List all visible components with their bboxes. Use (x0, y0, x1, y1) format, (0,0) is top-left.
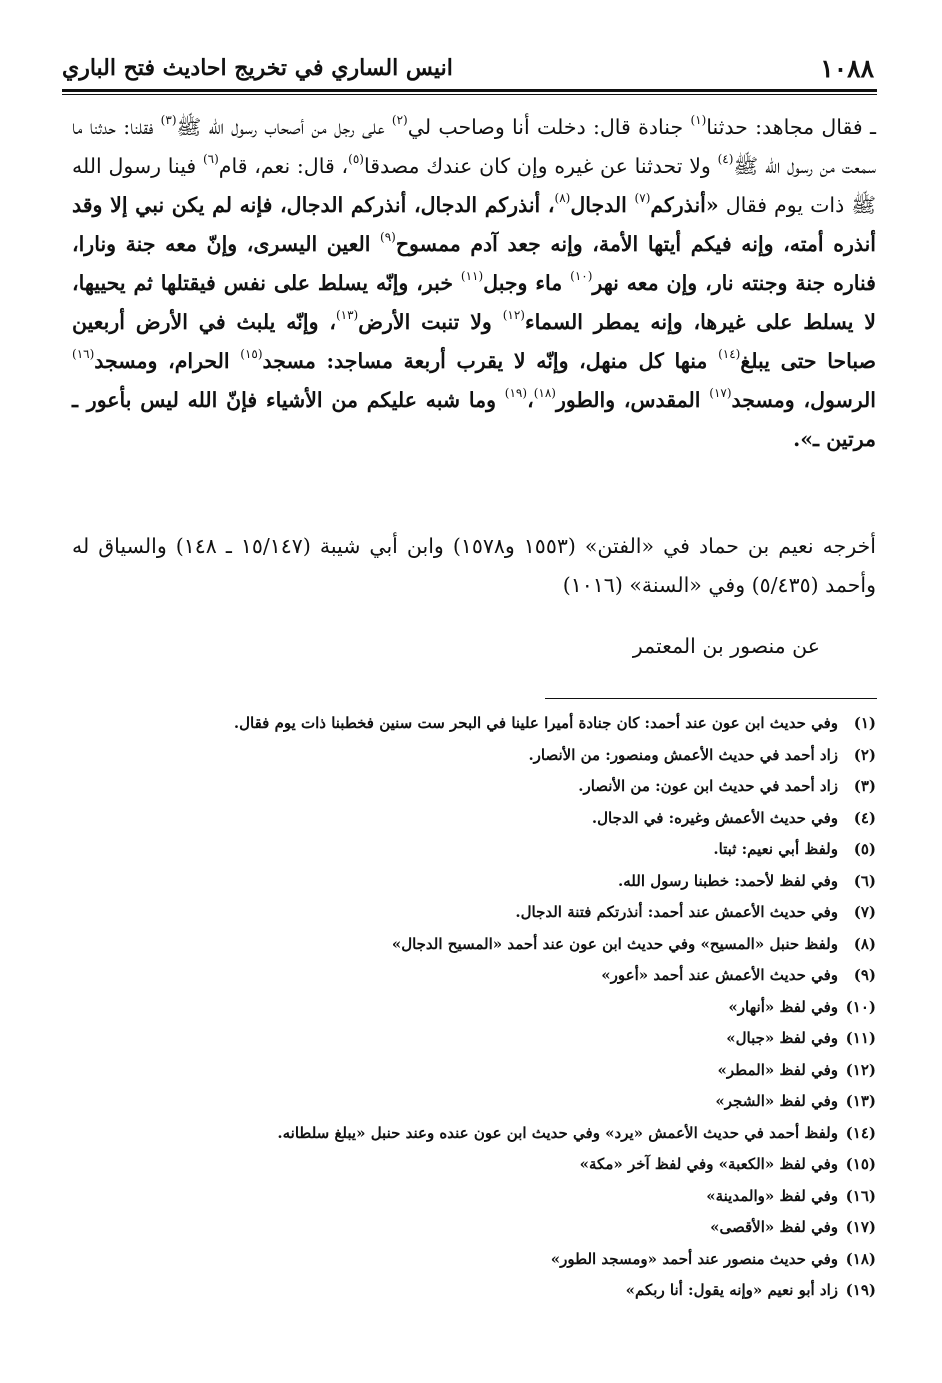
text-segment: فينا رسول الله ﷺ ذات يوم فقال (72, 154, 877, 217)
footnote-item (100, 771, 876, 803)
hadith-quote: الحرام، ومسجد (94, 349, 241, 373)
footnote-text: وفي لفظ «المطر» (717, 1060, 838, 1079)
footnote-item (100, 929, 876, 961)
footnote-text: وفي لفظ «الكعبة» وفي لفظ آخر «مكة» (579, 1155, 838, 1173)
text-segment: ـ فقال مجاهد: حدثنا (706, 115, 876, 139)
footnote-ref: (١٤) (718, 347, 741, 361)
footnote-ref: (١٣) (335, 308, 359, 322)
footnote-text: زاد أبو نعيم «وإنه يقول: أنا ربكم» (625, 1281, 838, 1299)
text-segment: جنادة قال: دخلت أنا وصاحب لي (407, 115, 691, 139)
footnote-number: (١٩) (845, 1281, 876, 1299)
footnote-text: وفي لفظ لأحمد: خطبنا رسول الله. (618, 871, 838, 890)
footnote-ref: (٢) (391, 113, 408, 127)
footnote-ref: (١٥) (240, 347, 263, 361)
footnote-number: (٢) (853, 745, 876, 764)
hadith-quote: العين اليسرى، وإنّ معه جنة ونارا، فناره جنة وجنته نار، وإن معه نهر (72, 232, 876, 295)
footnote-text: ولفظ حنبل «المسيح» وفي حديث ابن عون عند أحمد «المسيح الدجال» (391, 934, 838, 953)
footnote-number: (١٣) (845, 1092, 876, 1110)
text-segment: ، قال: نعم، قام (218, 154, 349, 178)
page-header (62, 50, 874, 86)
header-rule-thin (62, 94, 877, 95)
footnote-item (100, 1212, 876, 1244)
footnote-ref: (١٢) (502, 308, 525, 322)
footnote-ref: (١٩) (504, 386, 528, 400)
footnote-text: وفي لفظ «الأقصى» (710, 1218, 838, 1236)
footnote-number: (٩) (853, 966, 876, 984)
footnote-number: (١٠) (845, 997, 876, 1016)
hadith-text (72, 108, 876, 459)
footnote-ref: (١٧) (709, 386, 732, 400)
header-rule (62, 89, 877, 92)
hadith-quote: وما شبه عليكم من الأشياء فإنّ الله ليس بأعور ـ مرتين ـ». (72, 388, 876, 451)
footnote-number: (١) (853, 714, 876, 732)
footnote-item (100, 1023, 876, 1055)
footnote-item (100, 708, 876, 740)
footnote-text: زاد أحمد في حديث ابن عون: من الأنصار. (578, 777, 838, 795)
footnote-number: (١٦) (845, 1186, 876, 1205)
footnote-item (100, 1181, 876, 1213)
footnote-number: (٨) (853, 934, 876, 953)
page-number: ١٠٨٨ (820, 53, 874, 83)
footnote-item (100, 897, 876, 929)
footnote-ref: (٧) (634, 191, 651, 205)
footnote-item (100, 992, 876, 1024)
footnote-number: (١٥) (845, 1155, 876, 1173)
footnote-number: (٦) (853, 871, 876, 890)
footnote-text: وفي حديث الأعمش عند أحمد «أعور» (601, 966, 838, 984)
hadith-quote: المقدس، والطور (555, 388, 710, 412)
footnote-ref: (٥) (348, 152, 364, 166)
footnote-text: زاد أحمد في حديث الأعمش ومنصور: من الأنصار. (528, 745, 838, 764)
footnote-text: وفي حديث الأعمش عند أحمد: أنذرتكم فتنة الدجال. (515, 903, 838, 921)
footnote-number: (٣) (853, 777, 876, 795)
footnote-ref: (٦) (202, 152, 219, 166)
footnote-item (100, 834, 876, 866)
footnote-number: (١٧) (845, 1218, 876, 1236)
hadith-quote: الرسول، ومسجد (731, 388, 876, 412)
footnote-item (100, 1055, 876, 1087)
footnote-number: (٥) (853, 840, 876, 858)
hadith-quote: «أنذركم (650, 193, 719, 217)
hadith-quote: خبر، وإنّه يسلط على نفس فيقتلها ثم يحييها، لا يسلط على غيرها، وإنه يمطر السماء (72, 271, 876, 334)
footnote-ref: (٩) (380, 230, 396, 244)
footnote-text: وفي حديث منصور عند أحمد «ومسجد الطور» (550, 1249, 838, 1268)
footnote-number: (١٤) (845, 1123, 876, 1142)
footnote-item (100, 1244, 876, 1276)
hadith-quote: ماء وجبل (483, 271, 571, 295)
footnote-number: (٧) (853, 903, 876, 921)
footnote-ref: (١١) (460, 269, 484, 283)
footnote-number: (١٢) (845, 1060, 876, 1079)
text-segment: ولا تحدثنا عن غيره وإن كان عندك مصدقا (363, 154, 718, 178)
footnote-item (100, 803, 876, 835)
footnote-text: ولفظ أبي نعيم: ثبتا. (713, 840, 838, 858)
footnote-text: وفي لفظ «والمدينة» (706, 1186, 838, 1205)
footnote-ref: (١) (690, 113, 707, 127)
footnote-number: (١١) (845, 1029, 876, 1047)
hadith-quote: منها كل منهل، وإنّه لا يقرب أربعة مساجد: مسجد (262, 349, 719, 373)
footnote-text: وفي لفظ «جبال» (726, 1029, 838, 1047)
footnote-item (100, 740, 876, 772)
footnote-item (100, 1275, 876, 1307)
footnote-number: (١٨) (845, 1249, 876, 1268)
footnote-item (100, 1149, 876, 1181)
hadith-quote: ، (527, 388, 534, 412)
footnote-item (100, 1086, 876, 1118)
footnote-ref: (١٨) (533, 386, 556, 400)
hadith-quote: الدجال (570, 193, 635, 217)
source-citation: أخرجه نعيم بن حماد في «الفتن» (١٥٥٣ و١٥٧٨) وابن أبي شيبة (١٥/١٤٧ ـ ١٤٨) والسياق له وأحمد (٥/٤٣٥) وفي «السنة» (١٠١٦) (72, 534, 877, 597)
running-title: انيس الساري في تخريج احاديث فتح الباري (62, 55, 453, 81)
footnote-item (100, 1118, 876, 1150)
hadith-quote: ، وإنّه يلبث في الأرض أربعين صباحا حتى يبلغ (72, 310, 876, 373)
footnote-ref: (١٦) (72, 347, 95, 361)
footnotes (100, 708, 876, 1307)
footnote-number: (٤) (853, 808, 876, 827)
hadith-quote: ولا تنبت الأرض (358, 310, 503, 334)
footnote-ref: (٣) (160, 113, 177, 127)
footnote-separator (545, 698, 877, 699)
footnote-ref: (١٠) (570, 269, 593, 283)
footnote-text: ولفظ أحمد في حديث الأعمش «يرد» وفي حديث ابن عون عنده وعند حنبل «يبلغ سلطانه. (277, 1123, 838, 1142)
footnote-ref: (٨) (554, 191, 571, 205)
footnote-text: وفي لفظ «أنهار» (728, 997, 838, 1016)
footnote-text: وفي لفظ «الشجر» (715, 1092, 838, 1110)
footnote-ref: (٤) (717, 152, 734, 166)
footnote-text: وفي حديث الأعمش وغيره: في الدجال. (591, 808, 838, 827)
hadith-quote: ، أنذركم الدجال، أنذركم الدجال، فإنه لم يكن نبي إلا وقد أنذره أمته، وإنه فيكم أيتها الأمة، وإنه جعد آدم ممسوح (72, 193, 877, 256)
text-segment: على رجل من أصحاب رسول الله ﷺ (176, 115, 392, 139)
footnote-text: وفي حديث ابن عون عند أحمد: كان جنادة أميرا علينا في البحر ست سنين فخطبنا ذات يوم فقال. (233, 714, 838, 732)
footnote-item (100, 960, 876, 992)
narrator-chain: عن منصور بن المعتمر (632, 634, 820, 658)
footnote-item (100, 866, 876, 898)
text-segment: فقلنا: حدثنا ما سمعت من رسول الله ﷺ (72, 115, 877, 178)
